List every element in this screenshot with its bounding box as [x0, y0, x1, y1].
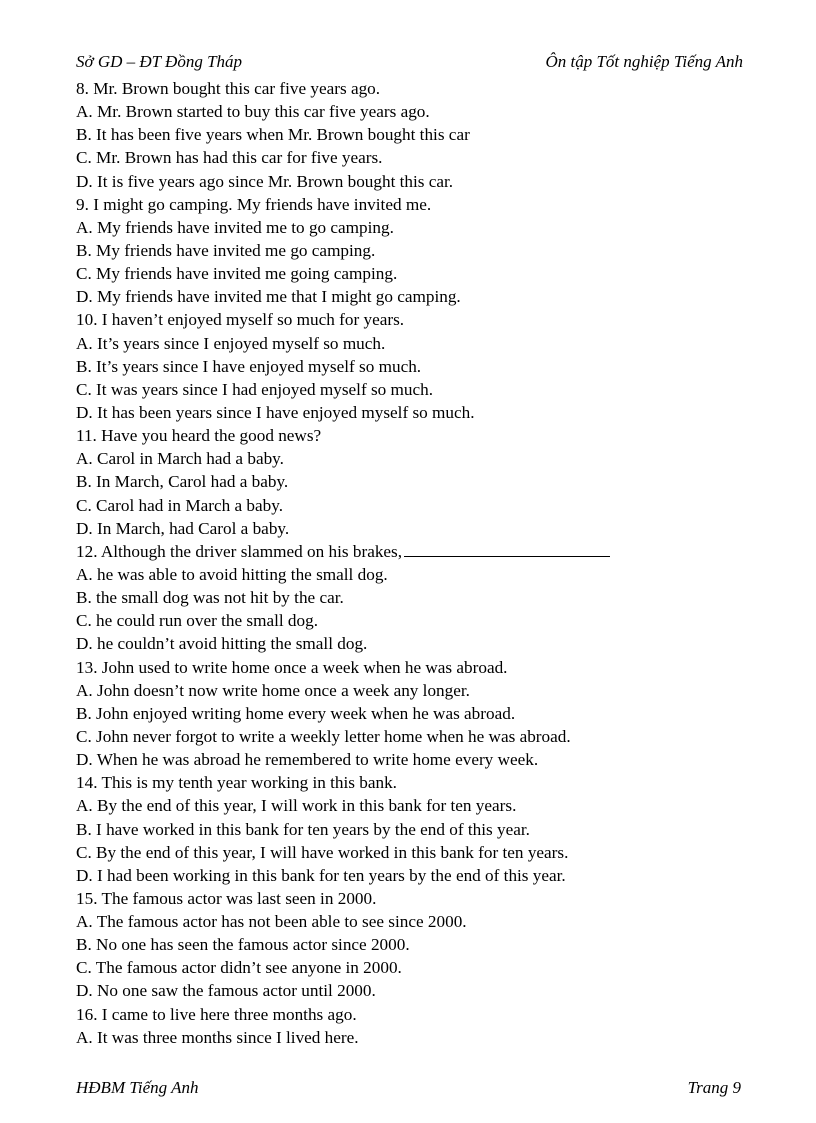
option-8d: D. It is five years ago since Mr. Brown bought this car.: [76, 171, 454, 191]
question-12-text: 12. Although the driver slammed on his brakes,: [76, 541, 403, 561]
question-14: 14. This is my tenth year working in this bank.: [76, 773, 397, 793]
option-9b: B. My friends have invited me go camping.: [76, 240, 376, 260]
option-10b: B. It’s years since I have enjoyed myself so much.: [76, 356, 422, 376]
question-11: 11. Have you heard the good news?: [76, 426, 322, 446]
option-9d: D. My friends have invited me that I might go camping.: [76, 287, 461, 307]
option-14c: C. By the end of this year, I will have worked in this bank for ten years.: [76, 842, 569, 862]
document-body: [76, 77, 756, 1049]
page-header: [76, 50, 743, 74]
header-right: Ôn tập Tốt nghiệp Tiếng Anh: [545, 52, 743, 71]
option-13b: B. John enjoyed writing home every week when he was abroad.: [76, 703, 516, 723]
option-15b: B. No one has seen the famous actor since 2000.: [76, 935, 410, 955]
option-14a: A. By the end of this year, I will work in this bank for ten years.: [76, 796, 517, 816]
option-14d: D. I had been working in this bank for ten years by the end of this year.: [76, 865, 566, 885]
option-15d: D. No one saw the famous actor until 2000.: [76, 981, 376, 1001]
option-8b: B. It has been five years when Mr. Brown bought this car: [76, 125, 470, 145]
question-12: [76, 540, 756, 563]
option-13d: D. When he was abroad he remembered to write home every week.: [76, 750, 539, 770]
option-11b: B. In March, Carol had a baby.: [76, 472, 289, 492]
option-14b: B. I have worked in this bank for ten years by the end of this year.: [76, 819, 530, 839]
header-left: Sở GD – ĐT Đồng Tháp: [76, 52, 243, 71]
option-12a: A. he was able to avoid hitting the small dog.: [76, 564, 388, 584]
option-10c: C. It was years since I had enjoyed myself so much.: [76, 379, 434, 399]
question-16: 16. I came to live here three months ago.: [76, 1004, 357, 1024]
option-12d: D. he couldn’t avoid hitting the small dog.: [76, 634, 368, 654]
option-15a: A. The famous actor has not been able to see since 2000.: [76, 912, 467, 932]
answer-blank: [404, 541, 610, 557]
question-8: 8. Mr. Brown bought this car five years ago.: [76, 79, 381, 98]
option-16a: A. It was three months since I lived here.: [76, 1027, 359, 1047]
option-9a: A. My friends have invited me to go camping.: [76, 217, 394, 237]
option-12c: C. he could run over the small dog.: [76, 611, 319, 631]
option-12b: B. the small dog was not hit by the car.: [76, 588, 344, 608]
option-11d: D. In March, had Carol a baby.: [76, 518, 290, 538]
option-11a: A. Carol in March had a baby.: [76, 449, 284, 469]
option-13c: C. John never forgot to write a weekly letter home when he was abroad.: [76, 726, 571, 746]
option-15c: C. The famous actor didn’t see anyone in 2000.: [76, 958, 402, 978]
question-10: 10. I haven’t enjoyed myself so much for years.: [76, 310, 405, 330]
option-11c: C. Carol had in March a baby.: [76, 495, 283, 515]
option-9c: C. My friends have invited me going camping.: [76, 264, 398, 284]
option-10a: A. It’s years since I enjoyed myself so much.: [76, 333, 386, 353]
option-8c: C. Mr. Brown has had this car for five years.: [76, 148, 383, 168]
option-13a: A. John doesn’t now write home once a week any longer.: [76, 680, 470, 700]
option-10d: D. It has been years since I have enjoyed myself so much.: [76, 402, 475, 422]
question-9: 9. I might go camping. My friends have invited me.: [76, 194, 432, 214]
option-8a: A. Mr. Brown started to buy this car five years ago.: [76, 102, 430, 122]
question-13: 13. John used to write home once a week when he was abroad.: [76, 657, 508, 677]
footer-left: HĐBM Tiếng Anh: [76, 1078, 199, 1097]
question-15: 15. The famous actor was last seen in 2000.: [76, 888, 377, 908]
page-footer: [76, 1076, 741, 1100]
page-number: Trang 9: [687, 1078, 741, 1097]
